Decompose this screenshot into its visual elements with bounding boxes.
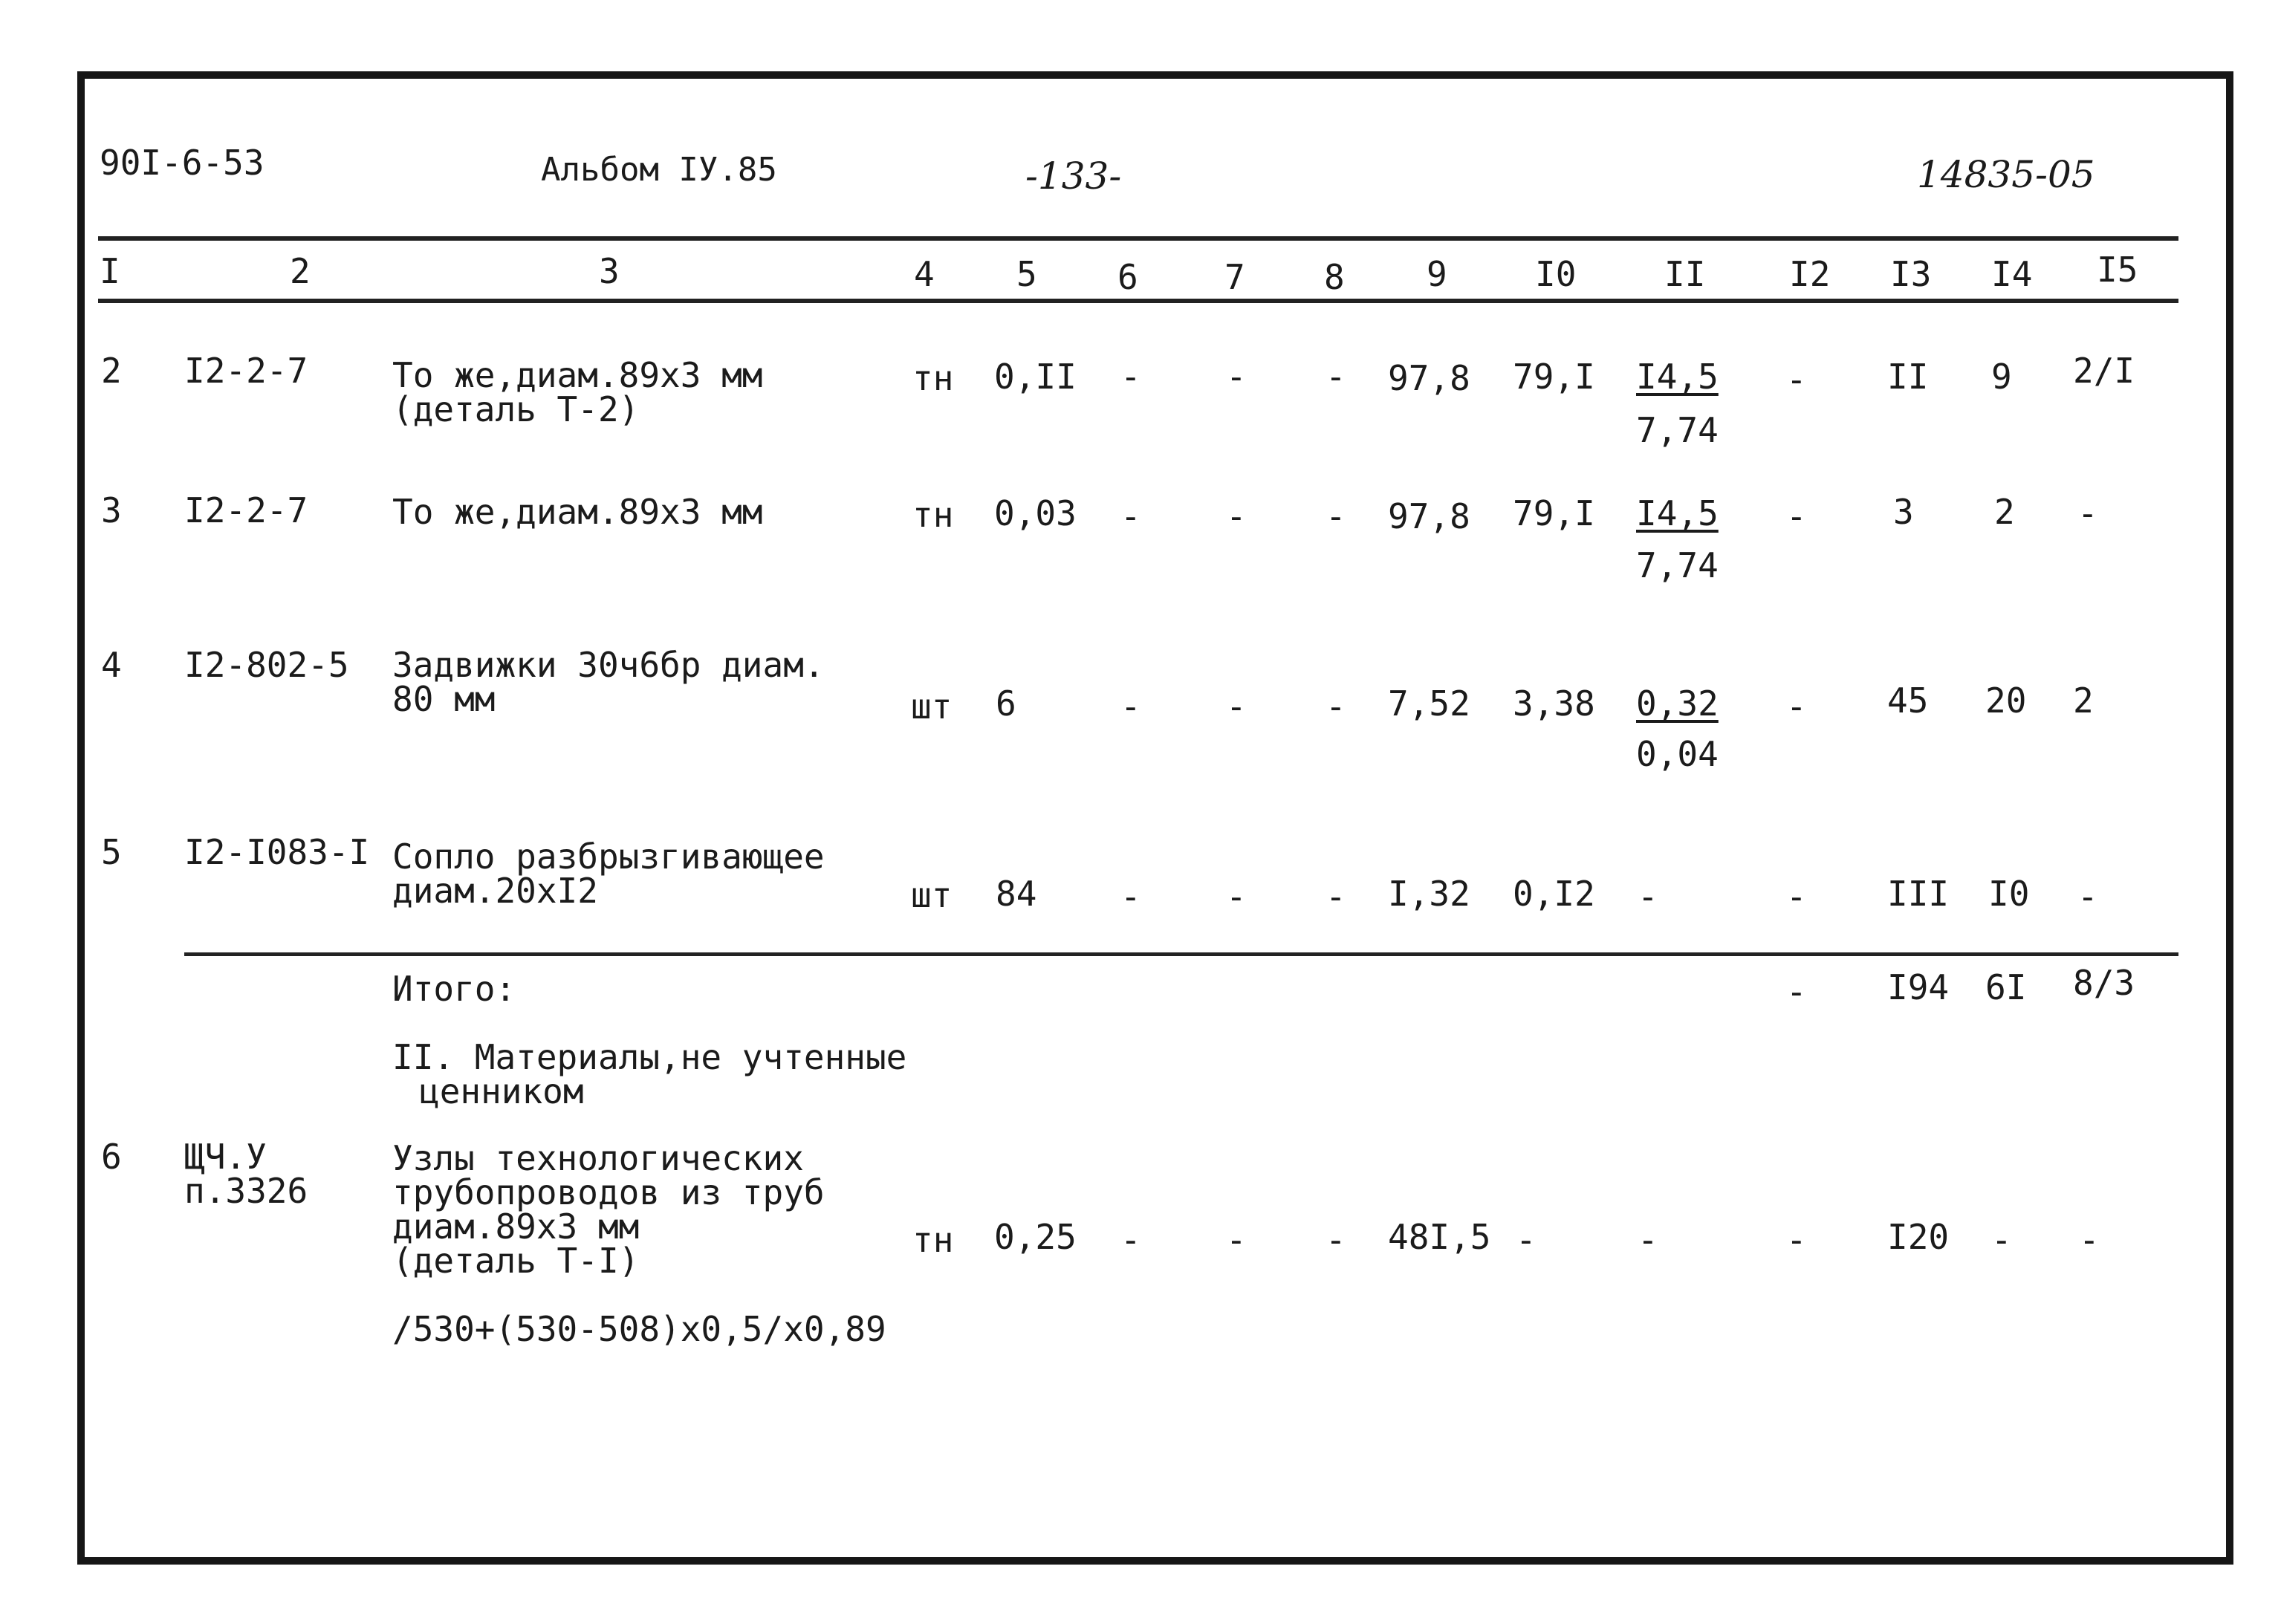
row-col6: -: [1120, 1220, 1141, 1260]
row-number: 5: [101, 832, 122, 872]
row-unit: шт: [911, 875, 953, 915]
row-quantity: 0,II: [994, 357, 1077, 397]
row-col12: -: [1786, 360, 1807, 400]
col-header-3: 3: [599, 251, 620, 291]
row-col12: -: [1786, 496, 1807, 536]
row-col10: -: [1516, 1220, 1537, 1260]
row-col6: -: [1120, 357, 1141, 397]
row-description-2: 80 мм: [392, 679, 496, 719]
row-col8: -: [1326, 686, 1346, 727]
row-col7: -: [1226, 1220, 1247, 1260]
total-rule: [184, 952, 2178, 956]
section-heading-2: ценником: [419, 1071, 584, 1111]
row-col10: 79,I: [1513, 493, 1595, 533]
row-number: 3: [101, 490, 122, 530]
col-header-13: I3: [1890, 254, 1932, 294]
row-col10: 79,I: [1513, 357, 1595, 397]
row-code-2: п.3326: [184, 1171, 308, 1211]
col-header-2: 2: [290, 251, 311, 291]
row-unit: шт: [911, 686, 953, 727]
row-col7: -: [1226, 496, 1247, 536]
row-code: I2-I083-I: [184, 832, 370, 872]
row-description-4: (деталь Т-I): [392, 1241, 640, 1281]
row-description: Узлы технологических: [392, 1138, 804, 1178]
row-code: ЩЧ.У: [184, 1137, 267, 1177]
row-col9: I,32: [1388, 874, 1470, 914]
col-header-1: I: [100, 251, 120, 291]
row-col13: 3: [1893, 492, 1914, 532]
row-col14: 2: [1994, 492, 2015, 532]
row-col7: -: [1226, 686, 1247, 727]
row-col10: 0,I2: [1513, 874, 1595, 914]
row-col14: 20: [1985, 681, 2027, 721]
row-col7: -: [1226, 357, 1247, 397]
row-col9: 97,8: [1388, 358, 1470, 398]
col-header-6: 6: [1117, 257, 1138, 297]
row-col15: -: [2079, 1220, 2100, 1260]
row-col11-bottom: 0,04: [1636, 734, 1719, 774]
row-col14: -: [1991, 1220, 2012, 1260]
row-col12: -: [1786, 1220, 1807, 1260]
row-description-2: диам.20хI2: [392, 871, 598, 911]
row-col9: 7,52: [1388, 683, 1470, 724]
document-code: 90I-6-53: [100, 143, 265, 183]
row-description: Задвижки 30ч6бр диам.: [392, 645, 825, 685]
col-header-14: I4: [1991, 254, 2033, 294]
doc-number: 14835-05: [1917, 153, 2095, 196]
total-col12: -: [1786, 972, 1807, 1012]
row-number: 4: [101, 645, 122, 685]
row-description: Сопло разбрызгивающее: [392, 837, 825, 877]
row-col14: I0: [1988, 874, 2030, 914]
row-quantity: 0,25: [994, 1217, 1077, 1257]
row-unit: тн: [912, 495, 954, 535]
row-col11-bottom: 7,74: [1636, 410, 1719, 450]
row-col6: -: [1120, 877, 1141, 917]
row-col8: -: [1326, 496, 1346, 536]
row-col13: 45: [1887, 681, 1929, 721]
section-heading: II. Материалы,не учтенные: [392, 1037, 907, 1077]
row-col8: -: [1326, 1220, 1346, 1260]
header-top-rule: [98, 236, 2178, 241]
row-col13: I20: [1887, 1217, 1950, 1257]
row-col12: -: [1786, 877, 1807, 917]
col-header-9: 9: [1427, 254, 1447, 294]
row-col8: -: [1326, 357, 1346, 397]
col-header-10: I0: [1535, 254, 1577, 294]
col-header-8: 8: [1324, 257, 1345, 297]
row-description: То же,диам.89х3 мм: [392, 492, 763, 532]
col-header-7: 7: [1224, 257, 1245, 297]
row-quantity: 0,03: [994, 493, 1077, 533]
col-header-4: 4: [914, 254, 935, 294]
row-col9: 97,8: [1388, 496, 1470, 536]
col-header-11: II: [1664, 254, 1706, 294]
row-quantity: 84: [996, 874, 1037, 914]
total-col15: 8/3: [2073, 963, 2135, 1003]
row-col9: 48I,5: [1388, 1217, 1491, 1257]
row-col11-bottom: 7,74: [1636, 545, 1719, 585]
row-col15: -: [2077, 493, 2098, 533]
row-description: То же,диам.89х3 мм: [392, 355, 763, 395]
row-col6: -: [1120, 496, 1141, 536]
row-description-2: трубопроводов из труб: [392, 1172, 825, 1212]
col-header-12: I2: [1789, 254, 1831, 294]
row-col13: II: [1887, 357, 1929, 397]
total-col14: 6I: [1985, 967, 2027, 1007]
row-col11-top: 0,32: [1636, 683, 1719, 724]
row-col6: -: [1120, 686, 1141, 727]
row-col15: 2: [2073, 681, 2094, 721]
total-label: Итого:: [392, 969, 516, 1009]
row-col15: -: [2077, 877, 2098, 917]
header-bottom-rule: [98, 299, 2178, 303]
row-quantity: 6: [996, 683, 1016, 724]
row-number: 2: [101, 351, 122, 391]
row-col8: -: [1326, 877, 1346, 917]
formula-line: /530+(530-508)х0,5/х0,89: [392, 1309, 886, 1349]
row-col11-top: I4,5: [1636, 493, 1719, 533]
row-description-2: (деталь Т-2): [392, 389, 640, 429]
album-label: Альбом IУ.85: [541, 151, 777, 189]
total-col13: I94: [1887, 967, 1950, 1007]
row-col15: 2/I: [2073, 351, 2135, 391]
row-col11-top: I4,5: [1636, 357, 1719, 397]
row-col14: 9: [1991, 357, 2012, 397]
row-number: 6: [101, 1137, 122, 1177]
row-col10: 3,38: [1513, 683, 1595, 724]
col-header-15: I5: [2097, 250, 2138, 290]
row-unit: тн: [912, 1220, 954, 1260]
row-code: I2-2-7: [184, 490, 308, 530]
row-col11: -: [1638, 1220, 1658, 1260]
row-description-3: диам.89х3 мм: [392, 1206, 640, 1247]
col-header-5: 5: [1016, 254, 1037, 294]
row-code: I2-2-7: [184, 351, 308, 391]
row-code: I2-802-5: [184, 645, 349, 685]
row-col11: -: [1638, 877, 1658, 917]
row-unit: тн: [912, 358, 954, 398]
row-col7: -: [1226, 877, 1247, 917]
page-number: -133-: [1025, 155, 1122, 198]
row-col12: -: [1786, 686, 1807, 727]
row-col13: III: [1887, 874, 1950, 914]
